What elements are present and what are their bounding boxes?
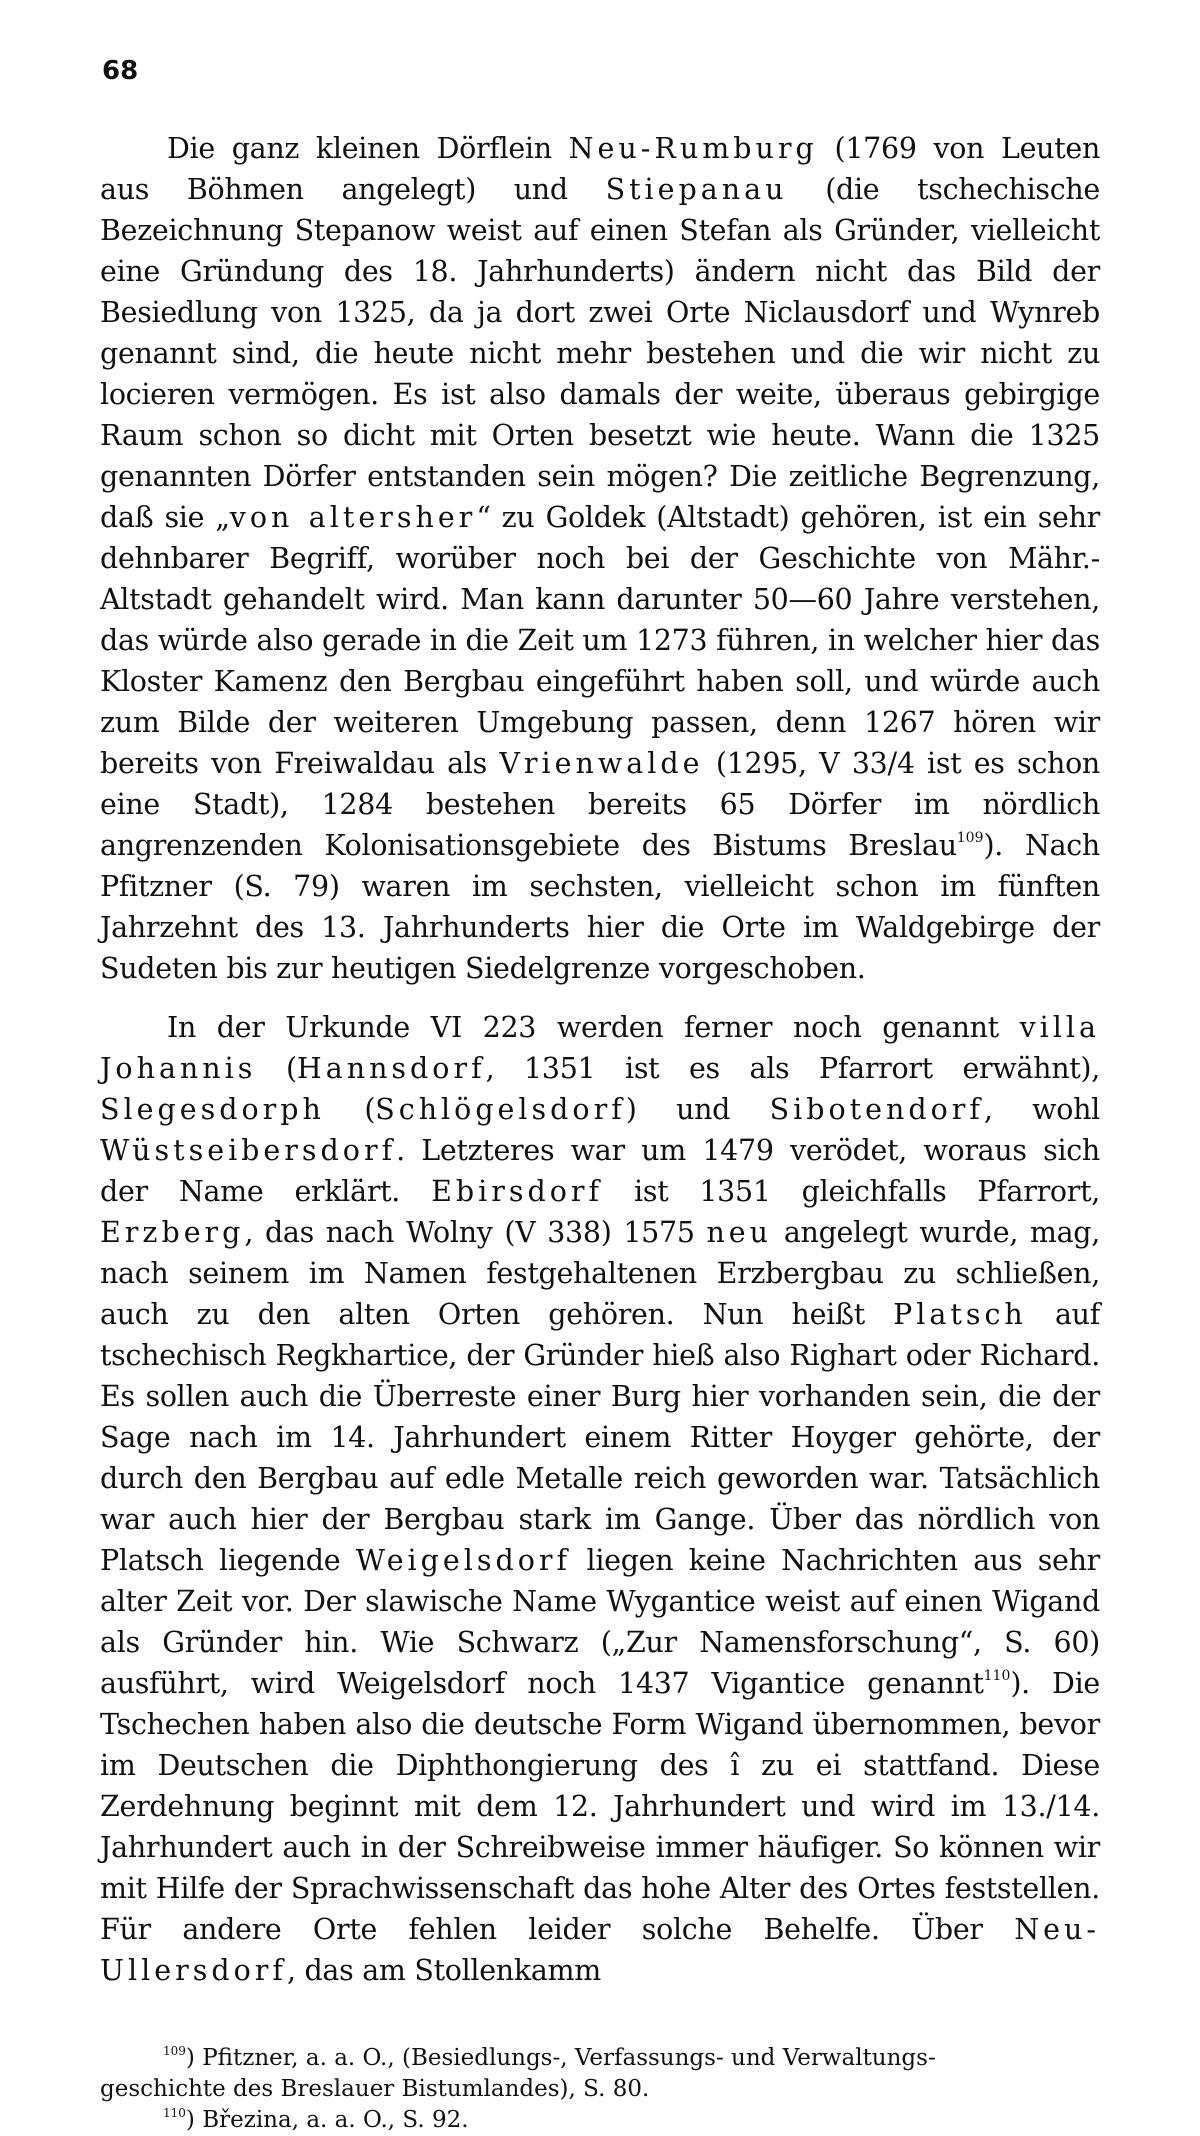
- place-name-schloegelsdorf: Schlögelsdorf: [375, 1093, 626, 1126]
- footnote-110: [100, 2105, 1100, 2136]
- paragraph-2-text-b: (: [256, 1052, 297, 1085]
- footnote-ref-110: 110: [983, 1668, 1011, 1684]
- paragraph-1-text-a: Die ganz kleinen Dörflein: [167, 132, 569, 165]
- paragraph-2-text-e: ) und: [625, 1093, 770, 1126]
- paragraph-2-text-k: auf tschechisch Regkhartice, der Gründer hieß also Righart oder Richard. Es sollen auch die Überreste einer Burg hier vorhanden sein, die der Sage nach im 14. Jahrhundert einem Ritter Hoyger gehörte, der durch den Bergbau auf edle Metalle reich geworden war. Tatsächlich war auch hier der Bergbau stark im Gange. Über das nördlich von Platsch liegende: [100, 1298, 1100, 1577]
- place-name-vrienwalde: Vrienwalde: [499, 747, 704, 780]
- page-number: 68: [102, 56, 139, 86]
- footnote-109-text: ) Pfitzner, a. a. O., (Besiedlungs-, Verfassungs- und Verwaltungs-: [185, 2045, 936, 2071]
- footnote-110-text: ) Březina, a. a. O., S. 92.: [185, 2107, 469, 2133]
- paragraph-1-text-b: (1769 von Leuten aus Böhmen angelegt) und: [100, 132, 1100, 206]
- paragraph-2-text-a: In der Urkunde VI 223 werden ferner noch genannt: [167, 1011, 1020, 1044]
- paragraph-2-text-c: , 1351 ist es als Pfarrort erwähnt),: [485, 1052, 1100, 1085]
- place-name-hannsdorf: Hannsdorf: [296, 1052, 486, 1085]
- place-name-neu-rumburg: Neu-Rumburg: [568, 132, 818, 165]
- paragraph-2-text-g: . Letzteres war um 1479 verödet, woraus sich der Name erklärt.: [100, 1134, 1100, 1208]
- paragraph-2-text-m: ). Die Tschechen haben also die deutsche Form Wigand übernommen, bevor im Deutschen die Diphthongierung des î zu ei stattfand. Diese Zerdehnung beginnt mit dem 12. Jahrhundert und wird im 13./14. Jahrhundert auch in der Schreibweise immer häufiger. So können wir mit Hilfe der Sprachwissenschaft das hohe Alter des Ortes feststellen. Für andere Orte fehlen leider solche Behelfe. Über: [100, 1667, 1100, 1946]
- paragraph-2-text-n: , das am Stollenkamm: [286, 1954, 601, 1987]
- paragraph-1-text-d: “ zu Goldek (Altstadt) gehören, ist ein sehr dehnbarer Begriff, worüber noch bei der Geschichte von Mähr.-Altstadt gehandelt wird. Man kann darunter 50—60 Jahre verstehen, das würde also gerade in die Zeit um 1273 führen, in welcher hier das Kloster Kamenz den Bergbau eingeführt haben soll, und würde auch zum Bilde der weiteren Umgebung passen, denn 1267 hören wir bereits von Freiwaldau als: [100, 501, 1100, 780]
- paragraph-1-text-f: ). Nach Pfitzner (S. 79) waren im sechsten, vielleicht schon im fünften Jahrzehnt des 13. Jahrhunderts hier die Orte im Waldgebirge der Sudeten bis zur heutigen Siedelgrenze vorgeschoben.: [100, 829, 1100, 985]
- place-name-slegesdorph: Slegesdorph: [100, 1093, 325, 1126]
- place-name-ebirsdorf: Ebirsdorf: [431, 1175, 604, 1208]
- paragraph-2-text-h: ist 1351 gleichfalls Pfarrort,: [603, 1175, 1100, 1208]
- footnote-mark-110: 110: [163, 2106, 186, 2120]
- paragraph-2-text-l: liegen keine Nachrichten aus sehr alter Zeit vor. Der slawische Name Wygantice weist auf einen Wigand als Gründer hin. Wie Schwarz („Zur Namensforschung“, S. 60) ausführt, wird Weigelsdorf noch 1437 Vigantice genannt: [100, 1544, 1100, 1700]
- place-name-erzberg: Erzberg: [100, 1216, 245, 1249]
- place-name-sibotendorf: Sibotendorf: [769, 1093, 984, 1126]
- footnote-mark-109: 109: [163, 2044, 186, 2058]
- document-page: [100, 56, 1100, 2133]
- body-text: [100, 128, 1100, 1991]
- place-name-stiepanau: Stiepanau: [605, 173, 788, 206]
- paragraph-2-text-d: (: [324, 1093, 376, 1126]
- phrase-von-altersher: von altersher: [229, 501, 477, 534]
- paragraph-1-text-e: (1295, V 33/4 ist es schon eine Stadt), 1284 bestehen bereits 65 Dörfer im nördlich angrenzenden Kolonisationsgebiete des Bistums Breslau: [100, 747, 1100, 862]
- footnote-109-continuation: geschichte des Breslauer Bistumlandes), S. 80.: [100, 2076, 650, 2102]
- paragraph-2-text-i: , das nach Wolny (V 338) 1575: [244, 1216, 707, 1249]
- word-neu: neu: [706, 1216, 773, 1249]
- place-name-villa-johannis: villa Johannis: [100, 1011, 1100, 1085]
- paragraph-1: [100, 128, 1100, 989]
- footnote-ref-109: 109: [956, 830, 984, 846]
- place-name-neu-ullersdorf: Neu-Ullersdorf: [100, 1913, 1100, 1987]
- paragraph-2: [100, 1007, 1100, 1991]
- place-name-weigelsdorf: Weigelsdorf: [355, 1544, 572, 1577]
- place-name-platsch: Platsch: [893, 1298, 1027, 1331]
- paragraph-2-text-f: , wohl: [983, 1093, 1100, 1126]
- footnotes: [100, 2043, 1100, 2136]
- place-name-wuestseibersdorf: Wüstseibersdorf: [100, 1134, 397, 1167]
- paragraph-1-text-c: (die tschechische Bezeichnung Stepanow weist auf einen Stefan als Gründer, vielleicht eine Gründung des 18. Jahrhunderts) ändern nicht das Bild der Besiedlung von 1325, da ja dort zwei Orte Niclausdorf und Wynreb genannt sind, die heute nicht mehr bestehen und die wir nicht zu locieren vermögen. Es ist also damals der weite, überaus gebirgige Raum schon so dicht mit Orten besetzt wie heute. Wann die 1325 genannten Dörfer entstanden sein mögen? Die zeitliche Begrenzung, daß sie „: [100, 173, 1100, 534]
- footnote-109: [100, 2043, 1100, 2074]
- paragraph-2-text-j: angelegt wurde, mag, nach seinem im Namen festgehaltenen Erzbergbau zu schließen, auch zu den alten Orten gehören. Nun heißt: [100, 1216, 1100, 1331]
